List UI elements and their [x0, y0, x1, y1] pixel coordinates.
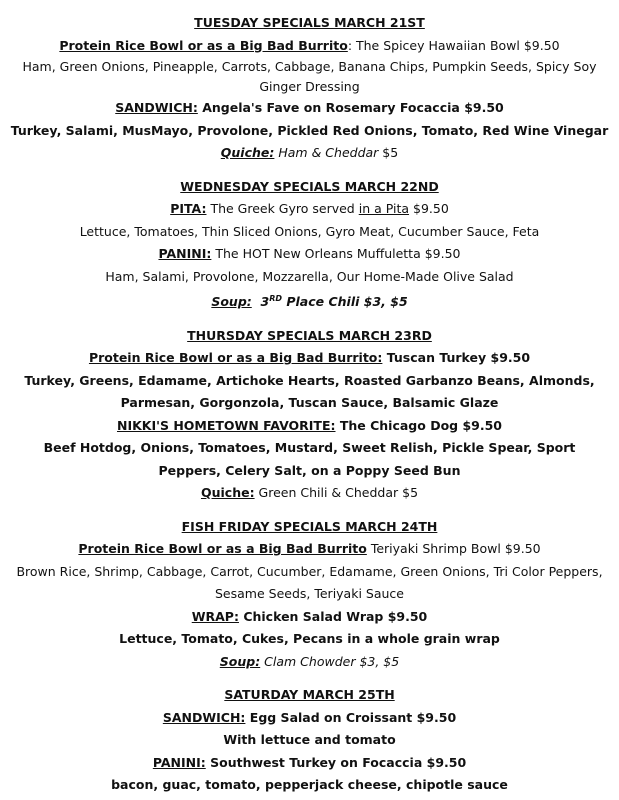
thursday-quiche-label: Quiche:: [200, 485, 255, 501]
thursday-favorite-ingredients-2: Peppers, Celery Salt, on a Poppy Seed Bun: [158, 462, 461, 478]
wednesday-soup-sup: RD: [269, 294, 282, 303]
wednesday-panini-label: PANINI:: [158, 246, 212, 261]
thursday-favorite-line: [0, 415, 619, 438]
wednesday-heading: WEDNESDAY SPECIALS MARCH 22ND: [180, 178, 439, 194]
wednesday-pita-desc-1: The Greek Gyro served: [206, 201, 359, 216]
saturday-panini-label: PANINI:: [152, 754, 206, 770]
thursday-quiche-desc: Green Chili & Cheddar $5: [254, 485, 419, 501]
friday-wrap-desc: Chicken Salad Wrap $9.50: [238, 608, 428, 624]
saturday-panini-ingredients: bacon, guac, tomato, pepperjack cheese, chipotle sauce: [111, 777, 508, 793]
friday-wrap-ingredients: Lettuce, Tomato, Cukes, Pecans in a whole grain wrap: [119, 631, 500, 647]
tuesday-quiche-price: $5: [378, 145, 399, 160]
saturday-sandwich-label: SANDWICH:: [162, 709, 246, 725]
thursday-bowl-label: Protein Rice Bowl or as a Big Bad Burrito:: [88, 350, 383, 366]
wednesday-soup-line: [0, 288, 619, 314]
thursday-bowl-ingredients-1: Turkey, Greens, Edamame, Artichoke Hearts, Roasted Garbanzo Beans, Almonds,: [24, 372, 595, 388]
thursday-quiche-line: [0, 482, 619, 505]
thursday-favorite-desc: The Chicago Dog $9.50: [335, 417, 502, 433]
wednesday-pita-ingredients: Lettuce, Tomatoes, Thin Sliced Onions, Gyro Meat, Cucumber Sauce, Feta: [79, 223, 540, 239]
wednesday-pita-line: [0, 198, 619, 221]
tuesday-bowl-ingredients: Ham, Green Onions, Pineapple, Carrots, Cabbage, Banana Chips, Pumpkin Seeds, Spicy Soy Ginger Dressing: [22, 59, 597, 94]
thursday-favorite-label: NIKKI'S HOMETOWN FAVORITE:: [117, 417, 336, 433]
wednesday-soup-label: Soup:: [211, 294, 252, 310]
thursday-bowl-ingredients-2: Parmesan, Gorgonzola, Tuscan Sauce, Balsamic Glaze: [120, 395, 499, 411]
tuesday-quiche-line: [0, 142, 619, 165]
friday-soup-desc: Clam Chowder $3, $5: [260, 653, 400, 669]
thursday-bowl-line: [0, 347, 619, 370]
wednesday-panini-line: [0, 243, 619, 266]
tuesday-heading: TUESDAY SPECIALS MARCH 21ST: [194, 15, 425, 30]
tuesday-sandwich-ingredients: Turkey, Salami, MusMayo, Provolone, Pickled Red Onions, Tomato, Red Wine Vinegar: [10, 122, 609, 138]
wednesday-pita-label: PITA:: [170, 201, 207, 216]
tuesday-quiche-desc: Ham & Cheddar: [274, 145, 379, 160]
friday-bowl-desc: Teriyaki Shrimp Bowl $9.50: [366, 541, 541, 557]
saturday-panini-line: [0, 752, 619, 775]
friday-bowl-label: Protein Rice Bowl or as a Big Bad Burrito: [78, 541, 367, 557]
saturday-sandwich-line: [0, 707, 619, 730]
friday-bowl-ingredients-1: Brown Rice, Shrimp, Cabbage, Carrot, Cucumber, Edamame, Green Onions, Tri Color Peppers,: [16, 563, 603, 579]
friday-wrap-label: WRAP:: [191, 608, 239, 624]
tuesday-sandwich-desc: Angela's Fave on Rosemary Focaccia $9.50: [197, 100, 504, 115]
tuesday-bowl-label: Protein Rice Bowl or as a Big Bad Burrito: [59, 37, 348, 53]
friday-heading: FISH FRIDAY SPECIALS MARCH 24TH: [181, 518, 438, 534]
thursday-bowl-desc: Tuscan Turkey $9.50: [382, 350, 531, 366]
saturday-sandwich-ingredients: With lettuce and tomato: [223, 732, 396, 748]
friday-bowl-ingredients-2: Sesame Seeds, Teriyaki Sauce: [215, 586, 404, 602]
wednesday-soup-num: 3: [260, 294, 270, 310]
saturday-sandwich-desc: Egg Salad on Croissant $9.50: [245, 709, 457, 725]
wednesday-pita-desc-in: in a Pita: [358, 201, 410, 216]
tuesday-bowl-line: [0, 35, 619, 58]
thursday-favorite-ingredients-1: Beef Hotdog, Onions, Tomatoes, Mustard, Sweet Relish, Pickle Spear, Sport: [43, 440, 576, 456]
tuesday-sandwich-line: [0, 97, 619, 120]
friday-soup-line: [0, 651, 619, 674]
wednesday-panini-ingredients: Ham, Salami, Provolone, Mozzarella, Our Home-Made Olive Salad: [105, 268, 514, 284]
wednesday-soup-desc: Place Chili $3, $5: [282, 294, 408, 310]
friday-wrap-line: [0, 606, 619, 629]
friday-soup-label: Soup:: [219, 653, 261, 669]
wednesday-pita-desc-2: $9.50: [409, 201, 449, 216]
wednesday-panini-desc: The HOT New Orleans Muffuletta $9.50: [211, 246, 461, 261]
friday-bowl-line: [0, 538, 619, 561]
saturday-panini-desc: Southwest Turkey on Focaccia $9.50: [205, 754, 467, 770]
thursday-heading: THURSDAY SPECIALS MARCH 23RD: [187, 327, 432, 343]
saturday-heading: SATURDAY MARCH 25TH: [224, 687, 395, 703]
tuesday-quiche-label: Quiche:: [220, 145, 275, 160]
tuesday-bowl-desc: : The Spicey Hawaiian Bowl $9.50: [347, 37, 560, 53]
tuesday-sandwich-label: SANDWICH:: [115, 100, 198, 115]
